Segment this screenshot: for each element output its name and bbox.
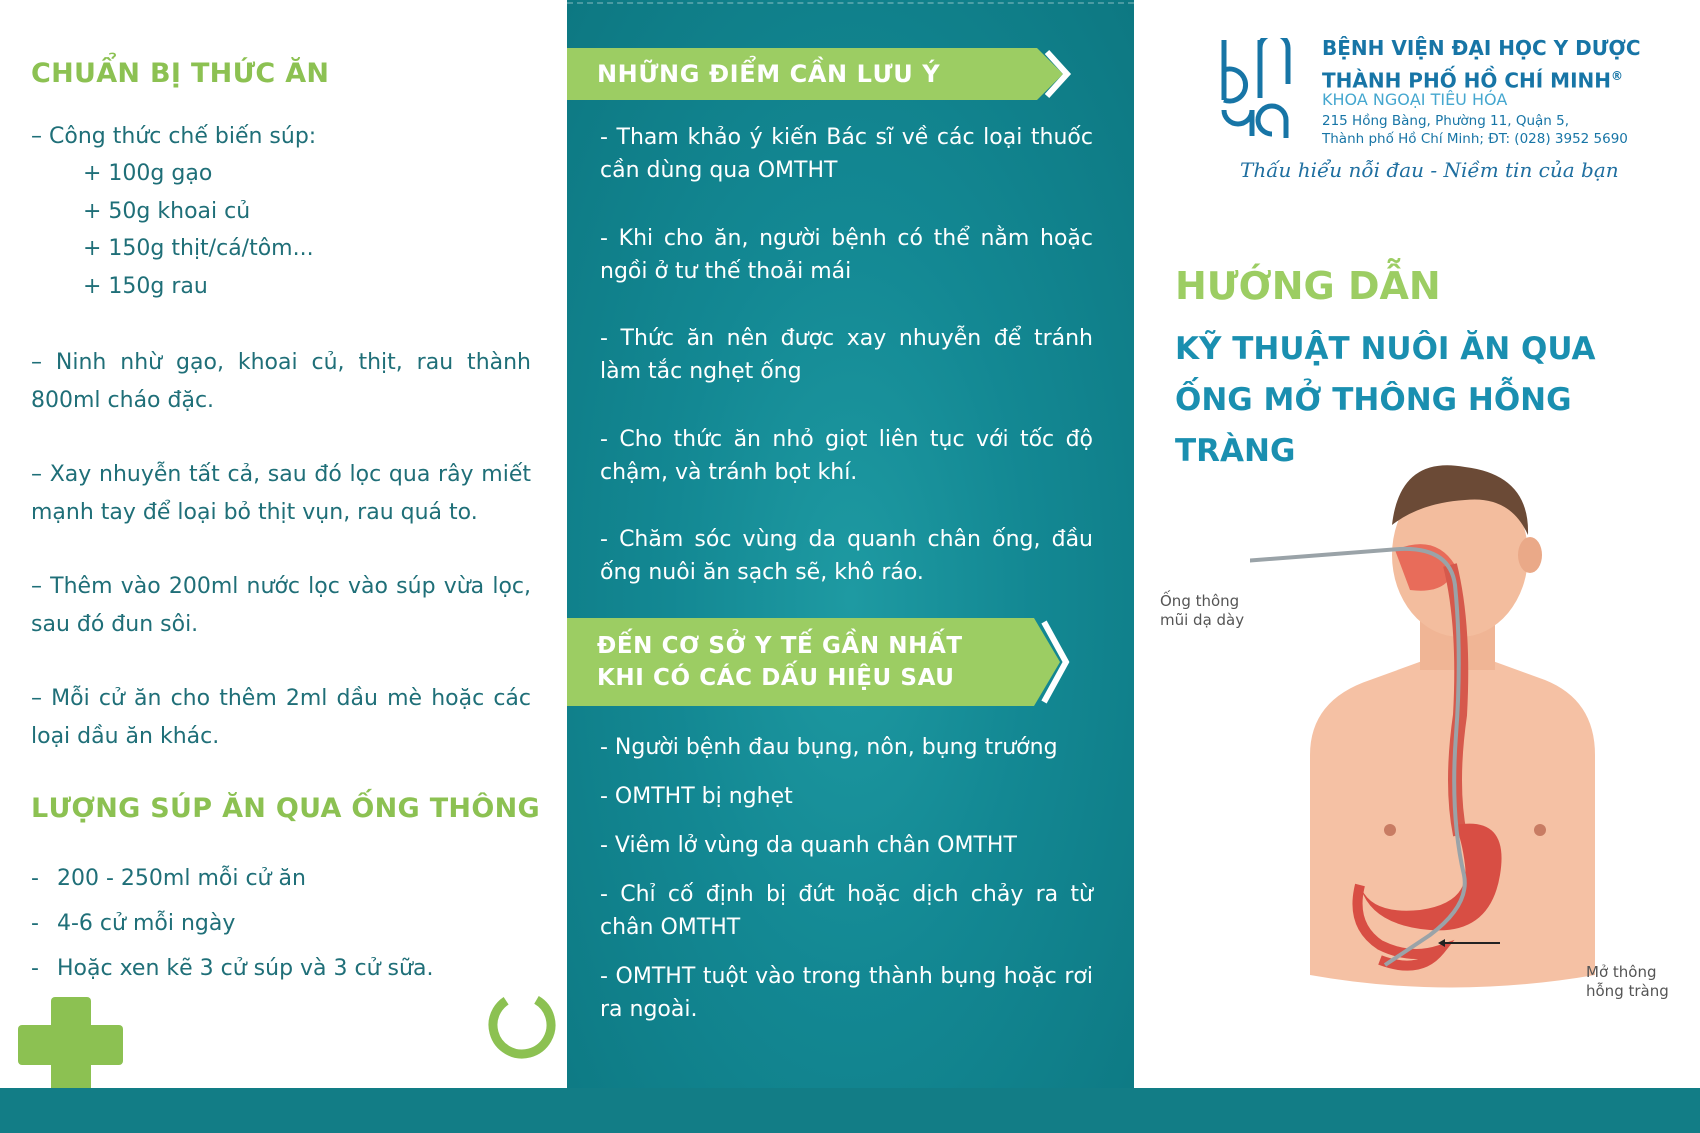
note-item: - Tham khảo ý kiến Bác sĩ về các loại thuốc cần dùng qua OMTHT	[600, 125, 1093, 183]
slogan: Thấu hiểu nỗi đau - Niềm tin của bạn	[1240, 158, 1619, 182]
page-subtitle: KỸ THUẬT NUÔI ĂN QUA ỐNG MỞ THÔNG HỖNG TRÀNG	[1175, 331, 1596, 469]
prep-step-1: – Ninh nhừ gạo, khoai củ, thịt, rau thành 800ml cháo đặc.	[31, 350, 531, 413]
chevron-right-icon	[1002, 618, 1086, 706]
list-item: - 4-6 cử mỗi ngày	[31, 911, 236, 936]
department-name: KHOA NGOẠI TIÊU HÓA	[1322, 90, 1508, 109]
ring-icon	[486, 989, 558, 1061]
warning-item: - Người bệnh đau bụng, nôn, bụng trướng	[600, 735, 1058, 760]
chevron-right-icon	[1007, 48, 1087, 100]
warning-item: - Chỉ cố định bị đứt hoặc dịch chảy ra từ chân OMTHT	[600, 882, 1093, 940]
hospital-name: BỆNH VIỆN ĐẠI HỌC Y DƯỢC THÀNH PHỐ HỒ CHÍ MINH®	[1322, 36, 1641, 93]
amount-list	[31, 856, 531, 991]
warning-banner-title: ĐẾN CƠ SỞ Y TẾ GẦN NHẤT KHI CÓ CÁC DẤU HIỆU SAU	[567, 618, 1022, 706]
note-item: - Cho thức ăn nhỏ giọt liên tục với tốc độ chậm, và tránh bọt khí.	[600, 427, 1093, 485]
ingredient-list	[31, 155, 531, 305]
amount-heading: LƯỢNG SÚP ĂN QUA ỐNG THÔNG	[31, 793, 540, 824]
warning-item: - Viêm lở vùng da quanh chân OMTHT	[600, 833, 1017, 858]
prep-step-3: – Thêm vào 200ml nước lọc vào súp vừa lọc, sau đó đun sôi.	[31, 574, 531, 637]
recipe-intro: – Công thức chế biến súp:	[31, 124, 317, 149]
label-nasogastric-tube: Ống thông mũi dạ dày	[1160, 592, 1245, 629]
warning-item: - OMTHT tuột vào trong thành bụng hoặc rơi ra ngoài.	[600, 964, 1093, 1022]
ingredient-item: + 150g rau	[83, 273, 208, 299]
page-title: HƯỚNG DẪN	[1175, 264, 1441, 308]
prep-heading: CHUẨN BỊ THỨC ĂN	[31, 58, 330, 89]
hospital-address: 215 Hồng Bàng, Phường 11, Quận 5, Thành phố Hồ Chí Minh; ĐT: (028) 3952 5690	[1322, 113, 1628, 147]
hospital-logo	[1210, 38, 1310, 140]
prep-step-2: – Xay nhuyễn tất cả, sau đó lọc qua rây miết mạnh tay để loại bỏ thịt vụn, rau quá to.	[31, 462, 531, 525]
fold-line	[567, 2, 1134, 4]
note-item: - Khi cho ăn, người bệnh có thể nằm hoặc ngồi ở tư thế thoải mái	[600, 226, 1093, 284]
prep-step-4: – Mỗi cử ăn cho thêm 2ml dầu mè hoặc các loại dầu ăn khác.	[31, 686, 531, 749]
anatomy-illustration	[1250, 455, 1650, 1015]
ingredient-item: + 150g thịt/cá/tôm...	[83, 236, 314, 261]
label-jejunostomy: Mở thông hỗng tràng	[1586, 963, 1669, 1000]
note-item: - Thức ăn nên được xay nhuyễn để tránh làm tắc nghẹt ống	[600, 326, 1093, 384]
warning-item: - OMTHT bị nghẹt	[600, 784, 793, 809]
bottom-band	[0, 1088, 1700, 1133]
note-item: - Chăm sóc vùng da quanh chân ống, đầu ống nuôi ăn sạch sẽ, khô ráo.	[600, 527, 1093, 585]
ingredient-item: + 50g khoai củ	[83, 198, 251, 224]
list-item: - 200 - 250ml mỗi cử ăn	[31, 866, 306, 891]
list-item: - Hoặc xen kẽ 3 cử súp và 3 cử sữa.	[31, 956, 434, 981]
notes-banner-title: NHỮNG ĐIỂM CẦN LƯU Ý	[567, 48, 1027, 100]
ingredient-item: + 100g gạo	[83, 161, 213, 186]
